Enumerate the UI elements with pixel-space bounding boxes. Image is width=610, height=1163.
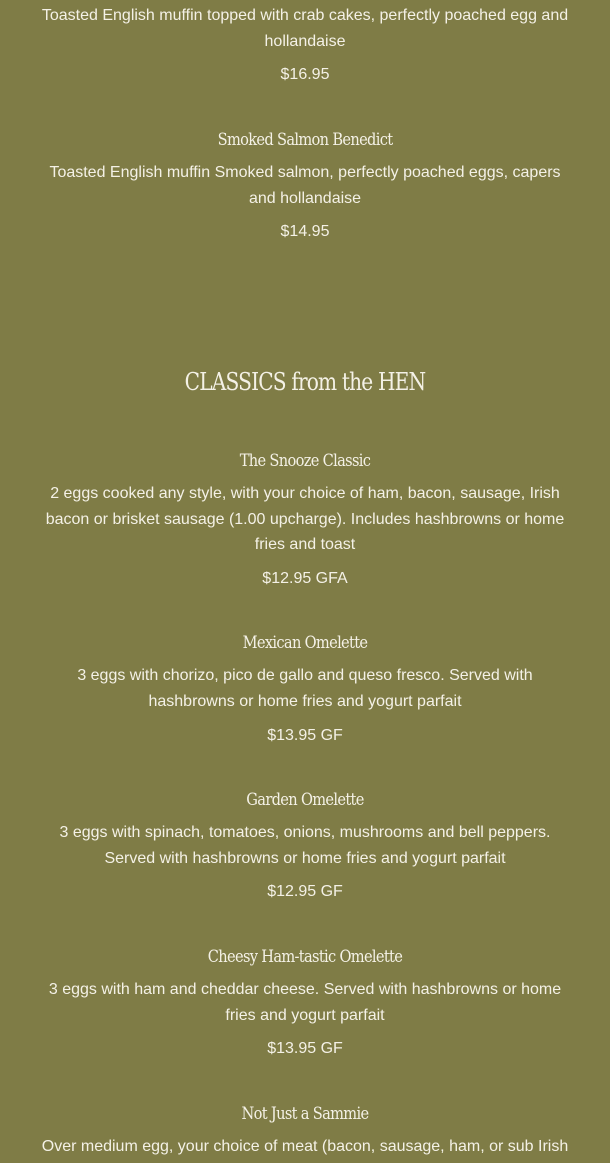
smoked-salmon-benedict-description: Toasted English muffin Smoked salmon, perfectly poached eggs, capers and hollandaise — [49, 164, 561, 207]
crab-benedict-description: Toasted English muffin topped with crab cakes, perfectly poached egg and hollandaise — [41, 7, 569, 50]
smoked-salmon-benedict-title: Smoked Salmon Benedict — [217, 130, 393, 150]
garden-omelette-description: 3 eggs with spinach, tomatoes, onions, mushrooms and bell peppers. Served with hashbrowns or home fries and yogurt parfait — [59, 824, 551, 867]
mexican-omelette-description: 3 eggs with chorizo, pico de gallo and queso fresco. Served with hashbrowns or home fries and yogurt parfait — [77, 667, 533, 710]
garden-omelette-price: $12.95 GF — [267, 883, 343, 900]
not-just-a-sammie-description: Over medium egg, your choice of meat (bacon, sausage, ham, or sub Irish — [41, 1138, 569, 1155]
not-just-a-sammie-title: Not Just a Sammie — [241, 1104, 369, 1124]
snooze-classic-description: 2 eggs cooked any style, with your choice of ham, bacon, sausage, Irish bacon or brisket sausage (1.00 upcharge). Includes hashbrowns or home fries and toast — [45, 485, 565, 553]
smoked-salmon-benedict-price: $14.95 — [280, 223, 330, 240]
garden-omelette-title: Garden Omelette — [246, 790, 364, 810]
cheesy-ham-omelette-title: Cheesy Ham-tastic Omelette — [207, 947, 403, 967]
cheesy-ham-omelette-price: $13.95 GF — [267, 1040, 343, 1057]
mexican-omelette-title: Mexican Omelette — [242, 633, 368, 653]
snooze-classic-price: $12.95 GFA — [262, 570, 348, 587]
snooze-classic-title: The Snooze Classic — [239, 451, 371, 471]
crab-benedict-price: $16.95 — [280, 66, 330, 83]
classics-section-title: CLASSICS from the HEN — [184, 368, 426, 396]
cheesy-ham-omelette-description: 3 eggs with ham and cheddar cheese. Served with hashbrowns or home fries and yogurt parfait — [48, 981, 562, 1024]
mexican-omelette-price: $13.95 GF — [267, 727, 343, 744]
